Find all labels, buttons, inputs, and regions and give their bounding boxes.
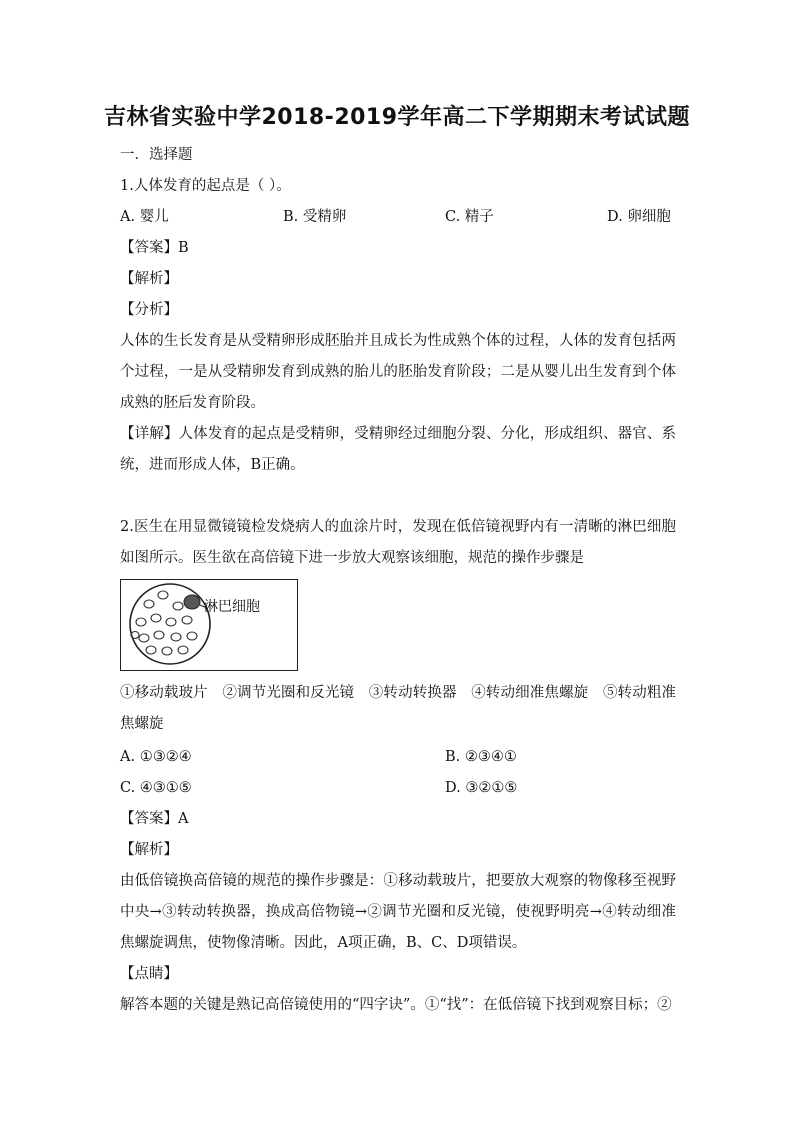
q2-option-c: C. ④③①⑤ <box>120 780 192 796</box>
q1-option-c: C. 精子 <box>445 209 494 225</box>
blood-smear-illustration <box>121 580 297 670</box>
microscope-field-figure <box>120 579 298 671</box>
q2-tip-text: 解答本题的关键是熟记高倍镜使用的“四字诀”。①“找”：在低倍镜下找到观察目标；② <box>120 997 672 1013</box>
q2-tip-heading: 【点睛】 <box>120 966 178 982</box>
section-heading: 一．选择题 <box>120 147 193 163</box>
q1-answer: 【答案】B <box>120 240 189 256</box>
q1-option-d: D. 卵细胞 <box>607 209 671 225</box>
q2-answer: 【答案】A <box>120 811 189 827</box>
page-title: 吉林省实验中学2018-2019学年高二下学期期末考试试题 <box>103 105 691 130</box>
q1-option-b: B. 受精卵 <box>283 209 347 225</box>
q2-steps: ①移动载玻片 ②调节光圈和反光镜 ③转动转换器 ④转动细准焦螺旋 ⑤转动粗准焦螺旋 <box>120 685 676 732</box>
q1-analysis-heading: 【解析】 <box>120 271 178 287</box>
q1-fenxi-heading: 【分析】 <box>120 302 178 318</box>
q2-stem: 2.医生在用显微镜镜检发烧病人的血涂片时，发现在低倍镜视野内有一清晰的淋巴细胞如图所示。医生欲在高倍镜下进一步放大观察该细胞，规范的操作步骤是 <box>120 519 676 566</box>
q1-detail-text: 【详解】人体发育的起点是受精卵，受精卵经过细胞分裂、分化，形成组织、器官、系统，进而形成人体，B正确。 <box>120 426 676 473</box>
q1-stem: 1.人体发育的起点是（ ）。 <box>120 178 291 194</box>
lymphocyte-cell <box>184 595 200 609</box>
q2-option-a: A. ①③②④ <box>120 749 192 765</box>
q2-option-b: B. ②③④① <box>445 749 517 765</box>
q2-analysis-text: 由低倍镜换高倍镜的规范的操作步骤是：①移动载玻片，把要放大观察的物像移至视野中央→③转动转换器，换成高倍物镜→②调节光圈和反光镜，使视野明亮→④转动细准焦螺旋调焦，使物像清晰。因此，A项正确，B、C、D项错误。 <box>120 873 676 951</box>
field-of-view-circle <box>130 584 210 664</box>
q2-analysis-heading: 【解析】 <box>120 842 178 858</box>
figure-label-lymphocyte: 淋巴细胞 <box>204 599 260 615</box>
q1-fenxi-text: 人体的生长发育是从受精卵形成胚胎并且成长为性成熟个体的过程，人体的发育包括两个过程，一是从受精卵发育到成熟的胎儿的胚胎发育阶段；二是从婴儿出生发育到个体成熟的胚后发育阶段。 <box>120 333 676 411</box>
q2-option-d: D. ③②①⑤ <box>445 780 518 796</box>
q1-option-a: A. 婴儿 <box>120 209 169 225</box>
